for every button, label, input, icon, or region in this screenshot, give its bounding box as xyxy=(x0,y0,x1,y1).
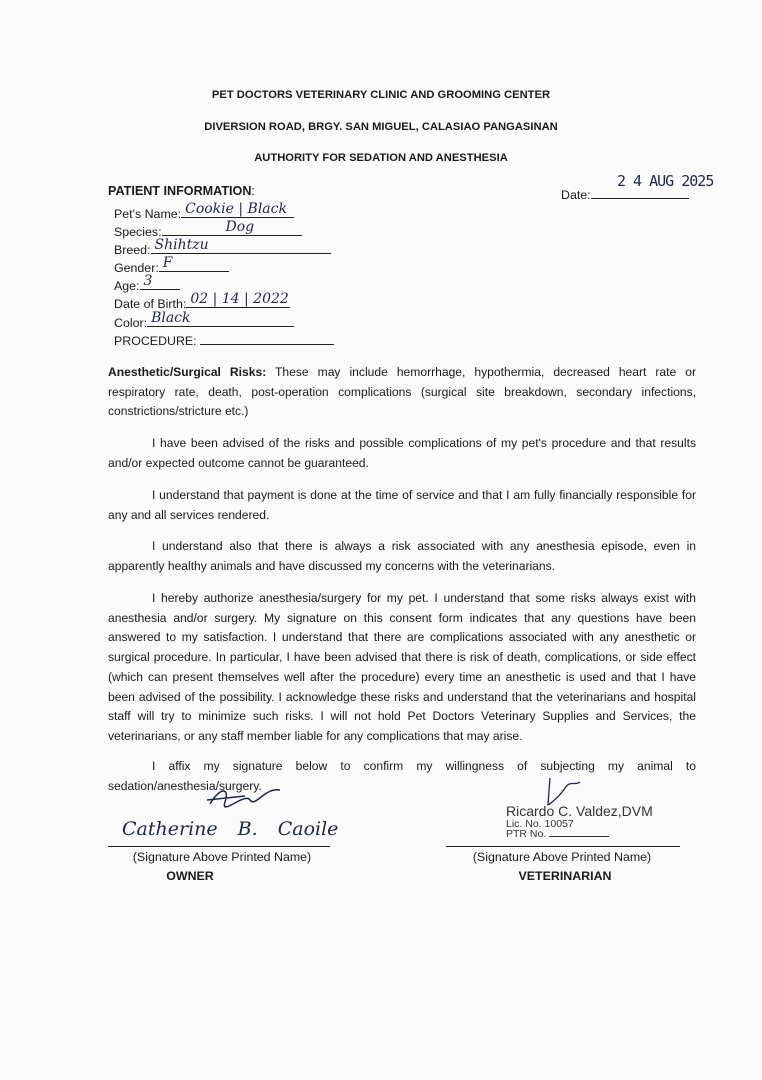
clinic-address: DIVERSION ROAD, BRGY. SAN MIGUEL, CALASIAO PANGASINAN xyxy=(204,121,558,133)
vet-signature-line xyxy=(446,846,680,847)
owner-role: OWNER xyxy=(166,869,214,883)
vet-caption: (Signature Above Printed Name) xyxy=(472,850,652,864)
owner-signature-line xyxy=(108,846,330,847)
age-field: Age: 3 xyxy=(114,276,180,293)
date-field: Date: xyxy=(561,185,689,202)
risks-paragraph: Anesthetic/Surgical Risks: These may include hemorrhage, hypothermia, decreased heart rate or respiratory rate, death, post-operation complications (surgical site breakdown, secondary infections, constrictions/stricture etc.) xyxy=(108,365,696,419)
vet-ptr: PTR No. xyxy=(506,828,609,840)
breed-field: Breed: Shihtzu xyxy=(114,240,331,257)
owner-caption: (Signature Above Printed Name) xyxy=(132,850,312,864)
vet-role: VETERINARIAN xyxy=(518,869,612,883)
gender-field: Gender: F xyxy=(114,258,229,275)
patient-info-heading: PATIENT INFORMATION: xyxy=(108,184,255,198)
paragraph-payment: I understand that payment is done at the time of service and that I am fully financially responsible for any and all services rendered. xyxy=(108,488,696,522)
paragraph-affix: I affix my signature below to confirm my willingness of subjecting my animal to sedation/anesthesia/surgery. xyxy=(108,759,696,793)
clinic-name: PET DOCTORS VETERINARY CLINIC AND GROOMING CENTER xyxy=(211,89,551,101)
signature-icon xyxy=(205,782,285,812)
pets-name-field: Pet's Name: Cookie | Black xyxy=(114,204,294,221)
species-field: Species: Dog xyxy=(114,222,302,239)
form-title: AUTHORITY FOR SEDATION AND ANESTHESIA xyxy=(254,152,508,164)
vet-license: Lic. No. 10057 xyxy=(506,818,574,830)
paragraph-advised: I have been advised of the risks and possible complications of my pet's procedure and that results and/or expected outcome cannot be guaranteed. xyxy=(108,436,696,470)
color-field: Color: Black xyxy=(114,313,294,330)
vet-name: Ricardo C. Valdez,DVM xyxy=(506,803,653,819)
owner-signature-scribble xyxy=(205,782,285,817)
paragraph-authorize: I hereby authorize anesthesia/surgery for my pet. I understand that some risks always exist with anesthesia and/or surgery. My signature on this consent form indicates that any questions have been answered to my satisfaction. I understand that there are complications associated with any anesthetic or surgical procedure. In particular, I have been advised that there is risk of death, complications, or side effect (which can present themselves well after the procedure) every time an anesthetic is used and that I have been advised of the possibility. I acknowledge these risks and understand that the veterinarians and hospital staff will try to minimize such risks. I will not hold Pet Doctors Veterinary Supplies and Services, the veterinarians, or any staff member liable for any complications that may arise. xyxy=(108,591,696,743)
date-value: 2 4 AUG 2025 xyxy=(617,172,714,190)
paragraph-risk: I understand also that there is always a risk associated with any anesthesia episode, even in apparently healthy animals and have discussed my concerns with the veterinarians. xyxy=(108,539,696,573)
procedure-field: PROCEDURE: xyxy=(114,331,334,348)
owner-printed-name: Catherine B. Caoile xyxy=(122,818,339,840)
dob-field: Date of Birth: 02 | 14 | 2022 xyxy=(114,291,289,311)
